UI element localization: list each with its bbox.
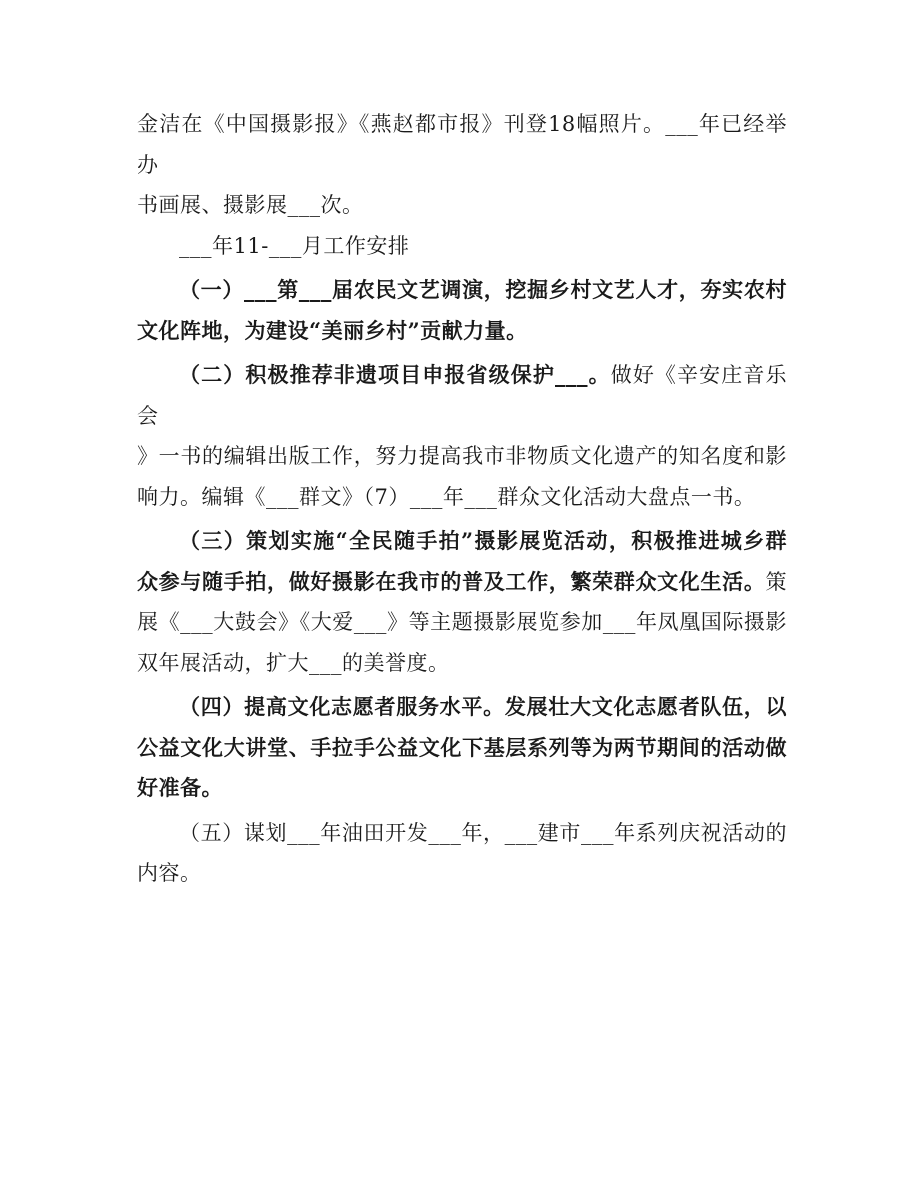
text-line: （四）提高文化志愿者服务水平。发展壮大文化志愿者队伍，以 (179, 694, 787, 719)
text-line: 公益文化大讲堂、手拉手公益文化下基层系列等为两节期间的活动做 (137, 734, 787, 760)
text-line (137, 355, 787, 436)
paragraph-item-1 (137, 270, 787, 351)
normal-text: 做好《辛安庄音乐会 (137, 363, 788, 428)
bold-text: 众参与随手拍，做好摄影在我市的普及工作，繁荣群众文化生活。 (137, 568, 766, 594)
text-line: 书画展、摄影展___次。 (137, 193, 364, 217)
paragraph-item-3 (137, 521, 787, 683)
paragraph-item-2 (137, 355, 787, 517)
document-body (137, 104, 787, 894)
text-line: （三）策划实施“全民随手拍”摄影展览活动，积极推进城乡群 (179, 528, 787, 553)
paragraph-photo-publication (137, 104, 787, 226)
text-line: 文化阵地，为建设“美丽乡村”贡献力量。 (137, 317, 528, 343)
paragraph-item-4 (137, 687, 787, 809)
text-line: 展《___大鼓会》《大爱___》等主题摄影展览参加___年凤凰国际摄影 (137, 610, 787, 634)
text-line: （五）谋划___年油田开发___年，___建市___年系列庆祝活动的 (179, 820, 787, 845)
text-line: 内容。 (137, 861, 202, 885)
text-line: 响力。编辑《___群文》（7）___年___群众文化活动大盘点一书。 (137, 484, 756, 509)
text-line: 金洁在《中国摄影报》《燕赵都市报》刊登18幅照片。___年已经举办 (137, 112, 787, 177)
paragraph-item-5 (137, 813, 787, 894)
text-line: ___年11-___月工作安排 (179, 233, 410, 258)
section-heading-work-plan (137, 226, 787, 267)
text-line: 好准备。 (137, 775, 223, 800)
text-line: （一）___第___届农民文艺调演，挖掘乡村文艺人才，夯实农村 (179, 277, 787, 302)
text-line (137, 562, 787, 603)
normal-text: 策 (765, 569, 787, 594)
bold-lead-text: （二）积极推荐非遗项目申报省级保护___。 (179, 362, 611, 387)
text-line: 双年展活动，扩大___的美誉度。 (137, 650, 450, 675)
text-line: 》一书的编辑出版工作，努力提高我市非物质文化遗产的知名度和影 (137, 444, 787, 468)
